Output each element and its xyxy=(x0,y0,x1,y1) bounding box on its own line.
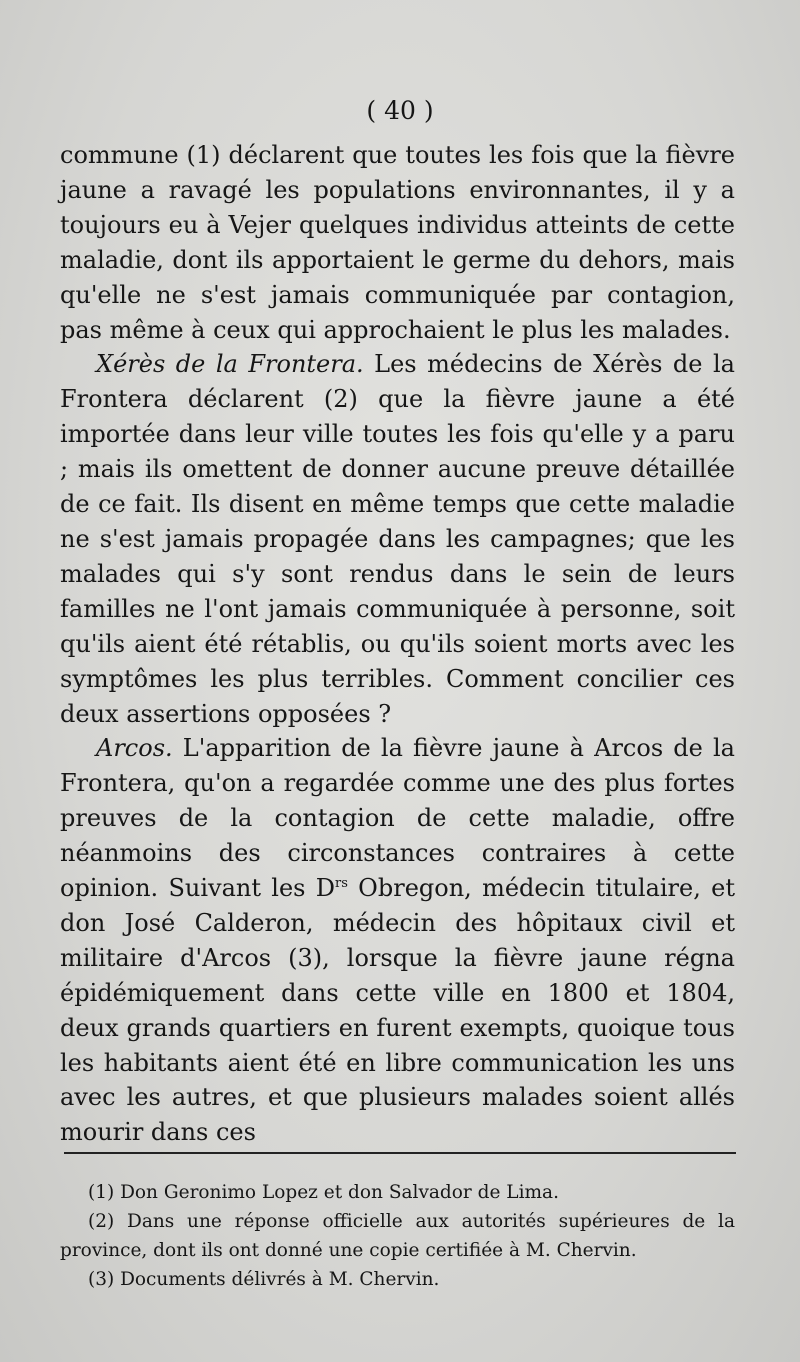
main-text xyxy=(60,138,735,1150)
section-heading-arcos: Arcos. xyxy=(96,734,173,763)
footnote-rule xyxy=(64,1152,736,1154)
section-heading-xeres: Xérès de la Frontera. xyxy=(96,350,364,379)
superscript-abbreviation: rs xyxy=(335,876,348,892)
paragraph-text: commune (1) déclarent que toutes les fois que la fièvre jaune a ravagé les populations environnantes, il y a toujours eu à Vejer quelques individus atteints de cette maladie, dont ils apportaient le germe du dehors, mais qu'elle ne s'est jamais communiquée par contagion, pas même à ceux qui approchaient le plus les malades. xyxy=(60,141,735,344)
paragraph-arcos xyxy=(60,731,735,1150)
footnote-3: (3) Documents délivrés à M. Chervin. xyxy=(88,1269,440,1290)
footnote-1: (1) Don Geronimo Lopez et don Salvador de Lima. xyxy=(88,1182,559,1203)
page-number: ( 40 ) xyxy=(366,96,434,125)
paragraph-text: Les médecins de Xérès de la Frontera déclarent (2) que la fièvre jaune a été importée dans leur ville toutes les fois qu'elle y a paru ; mais ils omettent de donner aucune preuve détaillée de ce fait. Ils disent en même temps que cette maladie ne s'est jamais propagée dans les campagnes; que les malades qui s'y sont rendus dans le sein de leurs familles ne l'ont jamais communiquée à personne, soit qu'ils aient été rétablis, ou qu'ils soient morts avec les symptômes les plus terribles. Comment concilier ces deux assertions opposées ? xyxy=(60,350,735,728)
paragraph-text: Obregon, médecin titulaire, et don José Calderon, médecin des hôpitaux civil et militaire d'Arcos (3), lorsque la fièvre jaune régna épidémiquement dans cette ville en 1800 et 1804, deux grands quartiers en furent exempts, quoique tous les habitants aient été en libre communication les uns avec les autres, et que plusieurs malades soient allés mourir dans ces xyxy=(60,874,735,1147)
paragraph-vejer xyxy=(60,138,735,347)
footnote-2: (2) Dans une réponse officielle aux autorités supérieures de la province, dont ils ont donné une copie certifiée à M. Chervin. xyxy=(60,1211,735,1261)
paragraph-xeres xyxy=(60,347,735,731)
footnotes xyxy=(60,1178,735,1294)
paragraph-text: L'apparition de la fièvre jaune à Arcos de la Frontera, qu'on a regardée comme une des plus fortes preuves de la contagion de cette maladie, offre néanmoins des circonstances contraires à cette opinion. Suivant les D xyxy=(60,734,735,903)
